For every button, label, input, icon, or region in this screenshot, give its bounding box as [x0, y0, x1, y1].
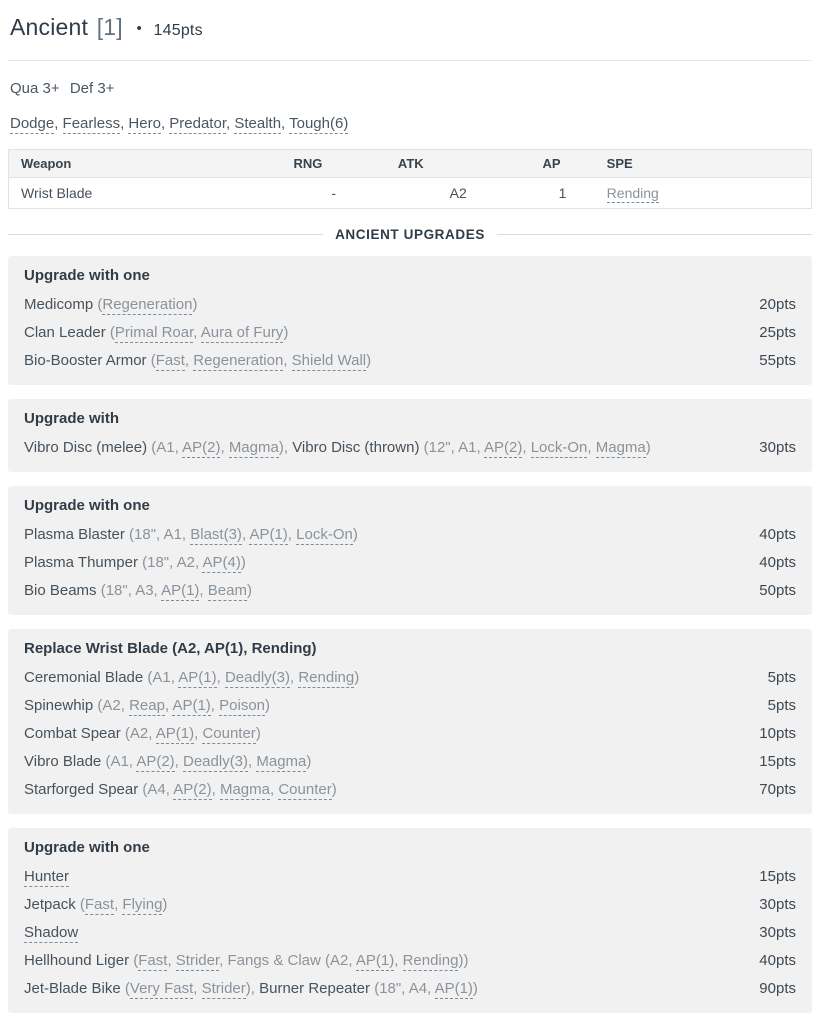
text-segment: , [220, 439, 229, 456]
upgrade-item-label [24, 952, 759, 969]
upgrade-item [24, 347, 796, 375]
rule-link[interactable]: AP(1) [178, 669, 217, 686]
upgrade-item-points: 50pts [759, 582, 796, 599]
defense-label: Def [69, 80, 94, 97]
text-segment: Plasma Thumper [24, 554, 143, 571]
upgrade-item [24, 776, 796, 804]
text-segment: , [164, 697, 173, 714]
upgrade-item-label [24, 697, 768, 714]
text-segment: (A1, [105, 753, 137, 770]
upgrade-item [24, 863, 796, 891]
rule-link[interactable]: AP(2) [484, 439, 523, 456]
rule-link[interactable]: AP(1) [249, 526, 288, 543]
rule-link[interactable]: Shadow [24, 924, 79, 941]
divider-line-left [8, 234, 323, 235]
upgrades-divider-label: ANCIENT UPGRADES [335, 227, 485, 242]
unit-name: Ancient [10, 14, 89, 40]
upgrade-item-label [24, 980, 759, 997]
upgrade-item-label [24, 352, 759, 369]
text-segment: , [289, 669, 299, 686]
rule-link[interactable]: Flying [122, 896, 163, 913]
text-segment: )) [458, 952, 469, 969]
text-segment: ), [245, 980, 260, 997]
text-segment: ( [109, 324, 115, 341]
rule-link[interactable]: AP(2) [173, 781, 212, 798]
rule-link[interactable]: AP(1) [355, 952, 395, 969]
rule-separator: , [226, 115, 235, 132]
upgrade-section [8, 486, 812, 615]
rule-link[interactable]: Fast [138, 952, 168, 969]
upgrade-item-points: 55pts [759, 352, 796, 369]
weapon-rng: - [331, 185, 337, 201]
column-atk: ATK [386, 150, 531, 178]
text-segment: ( [124, 980, 130, 997]
defense-value: 3+ [97, 80, 115, 97]
upgrade-section-header: Upgrade with one [24, 497, 150, 514]
text-segment: ( [97, 296, 103, 313]
weapon-ap: 1 [558, 185, 567, 201]
text-segment: Clan Leader [24, 324, 110, 341]
special-rule-link[interactable]: Dodge [10, 115, 55, 132]
rule-link[interactable]: Rending [298, 669, 355, 686]
column-ap: AP [530, 150, 594, 178]
text-segment: , [248, 753, 257, 770]
quality-stat [10, 80, 60, 97]
text-segment: ) [265, 697, 271, 714]
rule-link[interactable]: Magma [219, 781, 270, 798]
rule-link[interactable]: Poison [219, 697, 266, 714]
text-segment: (18", A2, [142, 554, 203, 571]
rule-link[interactable]: Regeneration [102, 296, 193, 313]
upgrade-item [24, 891, 796, 919]
upgrade-section [8, 828, 812, 1013]
text-segment: ( [79, 896, 85, 913]
rule-link[interactable]: Rending [402, 952, 459, 969]
text-segment: ) [240, 554, 246, 571]
text-segment: , [193, 324, 201, 341]
unit-header [8, 0, 812, 61]
upgrade-item [24, 549, 796, 577]
upgrade-section-header: Upgrade with one [24, 267, 150, 284]
text-segment: Ceremonial Blade [24, 669, 148, 686]
upgrade-item [24, 319, 796, 347]
upgrade-item-points: 20pts [759, 296, 796, 313]
rule-link[interactable]: Strider [201, 980, 246, 997]
text-segment: ) [331, 781, 337, 798]
text-segment: ( [133, 952, 139, 969]
rule-separator: , [160, 115, 170, 132]
unit-model-count: [1] [96, 14, 123, 40]
text-segment: , [167, 952, 176, 969]
text-segment: Plasma Blaster [24, 526, 130, 543]
upgrade-section [8, 256, 812, 385]
quality-label: Qua [10, 80, 39, 97]
text-segment: Jet-Blade Bike [24, 980, 125, 997]
upgrade-item-points: 30pts [759, 439, 796, 456]
rule-link[interactable]: Strider [175, 952, 220, 969]
text-segment: , [184, 352, 194, 369]
weapons-tbody [9, 178, 812, 209]
rule-link[interactable]: Very Fast [129, 980, 194, 997]
divider-line-right [497, 234, 812, 235]
text-segment: , [283, 352, 292, 369]
upgrade-item-label [24, 554, 759, 571]
upgrade-item-points: 70pts [759, 781, 796, 798]
text-segment: Starforged Spear [24, 781, 143, 798]
column-spe: SPE [595, 150, 812, 178]
special-rule-link[interactable]: Hero [128, 115, 161, 132]
text-segment: Vibro Disc (melee) [24, 439, 152, 456]
rule-link[interactable]: Fast [155, 352, 185, 369]
text-segment: (A1, [147, 669, 179, 686]
upgrade-item-label [24, 781, 759, 798]
rule-link[interactable]: Magma [256, 753, 307, 770]
upgrade-item-points: 40pts [759, 526, 796, 543]
rule-link[interactable]: Fast [84, 896, 115, 913]
stats-line [10, 80, 810, 97]
upgrade-item [24, 291, 796, 319]
special-rule-link[interactable]: Tough(6) [289, 115, 349, 132]
upgrade-item-points: 30pts [759, 924, 796, 941]
text-segment: ( [150, 352, 156, 369]
rule-link[interactable]: Deadly(3) [183, 753, 249, 770]
text-segment: ) [255, 725, 261, 742]
text-segment: (18", A4, [374, 980, 435, 997]
rule-link[interactable]: Shield Wall [291, 352, 367, 369]
rule-link[interactable]: Lock-On [530, 439, 588, 456]
weapon-row [9, 178, 812, 209]
upgrade-item-points: 15pts [759, 753, 796, 770]
upgrade-item-label [24, 582, 759, 599]
upgrade-item-points: 5pts [767, 669, 796, 686]
text-segment: Spinewhip [24, 697, 98, 714]
rule-link[interactable]: AP(1) [434, 980, 473, 997]
column-rng: RNG [282, 150, 386, 178]
text-segment: (A1, [151, 439, 183, 456]
upgrade-item-points: 90pts [759, 980, 796, 997]
text-segment: (A2, [97, 697, 130, 714]
rule-separator: , [54, 115, 63, 132]
rule-link[interactable]: Magma [228, 439, 279, 456]
upgrade-item-label [24, 669, 768, 686]
rule-link[interactable]: Lock-On [296, 526, 353, 543]
weapon-name: Wrist Blade [21, 185, 93, 201]
text-segment: (18", A1, [129, 526, 191, 543]
text-segment: ) [354, 669, 360, 686]
upgrade-item [24, 975, 796, 1003]
text-segment: Vibro Disc (thrown) [292, 439, 424, 456]
upgrade-item-points: 10pts [759, 725, 796, 742]
upgrade-item [24, 720, 796, 748]
upgrade-item-label [24, 868, 759, 885]
text-segment: ) [472, 980, 478, 997]
text-segment: ) [246, 582, 252, 599]
upgrade-item [24, 434, 796, 462]
rule-link[interactable]: AP(2) [136, 753, 175, 770]
text-segment: , [241, 526, 250, 543]
upgrade-item-label [24, 324, 759, 341]
text-segment: (12", A1, [423, 439, 484, 456]
upgrade-item-points: 15pts [759, 868, 796, 885]
text-segment: Burner Repeater [259, 980, 375, 997]
column-weapon: Weapon [9, 150, 282, 178]
upgrade-item-label [24, 439, 759, 456]
upgrade-item-points: 5pts [767, 697, 796, 714]
text-segment: , [210, 697, 220, 714]
upgrade-section [8, 629, 812, 814]
upgrade-item [24, 692, 796, 720]
text-segment: Jetpack [24, 896, 80, 913]
text-segment: , [587, 439, 596, 456]
upgrade-section [8, 399, 812, 472]
text-segment: , [174, 753, 183, 770]
upgrade-item [24, 664, 796, 692]
upgrade-section-header: Upgrade with [24, 410, 120, 427]
rule-link[interactable]: Counter [278, 781, 332, 798]
text-segment: , [522, 439, 531, 456]
text-segment: , [269, 781, 279, 798]
upgrade-item-label [24, 725, 759, 742]
text-segment: , [193, 980, 202, 997]
text-segment: , [114, 896, 123, 913]
upgrade-section-header: Upgrade with one [24, 839, 150, 856]
text-segment: ) [162, 896, 168, 913]
upgrade-item [24, 748, 796, 776]
text-segment: Vibro Blade [24, 753, 106, 770]
rule-link[interactable]: AP(1) [172, 697, 211, 714]
upgrade-item-label [24, 753, 759, 770]
text-segment: (18", A3, [100, 582, 162, 599]
upgrade-item-label [24, 896, 759, 913]
text-segment: (A2, [124, 725, 156, 742]
bullet-separator: • [136, 20, 142, 37]
weapon-spe [595, 178, 812, 209]
upgrade-item [24, 947, 796, 975]
text-segment: , [194, 725, 203, 742]
text-segment: ) [306, 753, 312, 770]
upgrade-item-points: 40pts [759, 952, 796, 969]
text-segment: , [394, 952, 403, 969]
rule-link[interactable]: Counter [202, 725, 256, 742]
rule-link[interactable]: Reap [129, 697, 165, 714]
text-segment: , [216, 669, 225, 686]
weapons-table [8, 149, 812, 209]
rule-link[interactable]: Regeneration [193, 352, 284, 369]
special-rule-link[interactable]: Stealth [234, 115, 282, 132]
rule-link[interactable]: Primal Roar [114, 324, 194, 341]
rule-link[interactable]: AP(2) [182, 439, 221, 456]
rule-link[interactable]: Aura of Fury [200, 324, 284, 341]
upgrade-item-label [24, 924, 759, 941]
unit-title [10, 13, 810, 45]
text-segment: ) [366, 352, 372, 369]
rule-link[interactable]: Magma [595, 439, 646, 456]
text-segment: ), [278, 439, 293, 456]
upgrade-item [24, 521, 796, 549]
rule-link[interactable]: Rending [606, 185, 659, 201]
upgrade-section-header: Replace Wrist Blade (A2, AP(1), Rending) [24, 640, 317, 657]
upgrade-item-points: 40pts [759, 554, 796, 571]
defense-stat [70, 80, 115, 97]
quality-value: 3+ [42, 80, 60, 97]
text-segment: ) [192, 296, 198, 313]
upgrades-divider [8, 227, 812, 242]
rule-link[interactable]: Hunter [24, 868, 70, 885]
upgrade-sections [8, 256, 812, 1013]
text-segment: , [199, 582, 208, 599]
text-segment: Medicomp [24, 296, 98, 313]
rule-link[interactable]: AP(4) [202, 554, 241, 571]
special-rule-link[interactable]: Fearless [62, 115, 121, 132]
text-segment: Bio-Booster Armor [24, 352, 151, 369]
rule-link[interactable]: Deadly(3) [224, 669, 290, 686]
weapon-atk: A2 [449, 185, 467, 201]
weapons-header-row [9, 150, 812, 178]
text-segment: ) [283, 324, 289, 341]
text-segment: (A4, [142, 781, 174, 798]
text-segment: Bio Beams [24, 582, 101, 599]
upgrade-item-label [24, 526, 759, 543]
rule-link[interactable]: Beam [207, 582, 247, 599]
rule-separator: , [281, 115, 290, 132]
special-rule-link[interactable]: Predator [169, 115, 226, 132]
upgrade-item [24, 919, 796, 947]
text-segment: ) [352, 526, 358, 543]
unit-points: 145pts [153, 22, 203, 39]
rule-link[interactable]: AP(1) [155, 725, 195, 742]
special-rules [10, 114, 810, 134]
text-segment: , [211, 781, 220, 798]
upgrade-item-label [24, 296, 759, 313]
text-segment: ) [645, 439, 651, 456]
rule-link[interactable]: Blast(3) [190, 526, 242, 543]
weapons-table-head [9, 150, 812, 178]
upgrade-item-points: 25pts [759, 324, 796, 341]
rule-link[interactable]: AP(1) [161, 582, 200, 599]
text-segment: , Fangs & Claw (A2, [219, 952, 356, 969]
text-segment: , [287, 526, 297, 543]
rule-separator: , [120, 115, 129, 132]
upgrade-item [24, 577, 796, 605]
upgrade-item-points: 30pts [759, 896, 796, 913]
text-segment: Combat Spear [24, 725, 125, 742]
text-segment: Hellhound Liger [24, 952, 134, 969]
